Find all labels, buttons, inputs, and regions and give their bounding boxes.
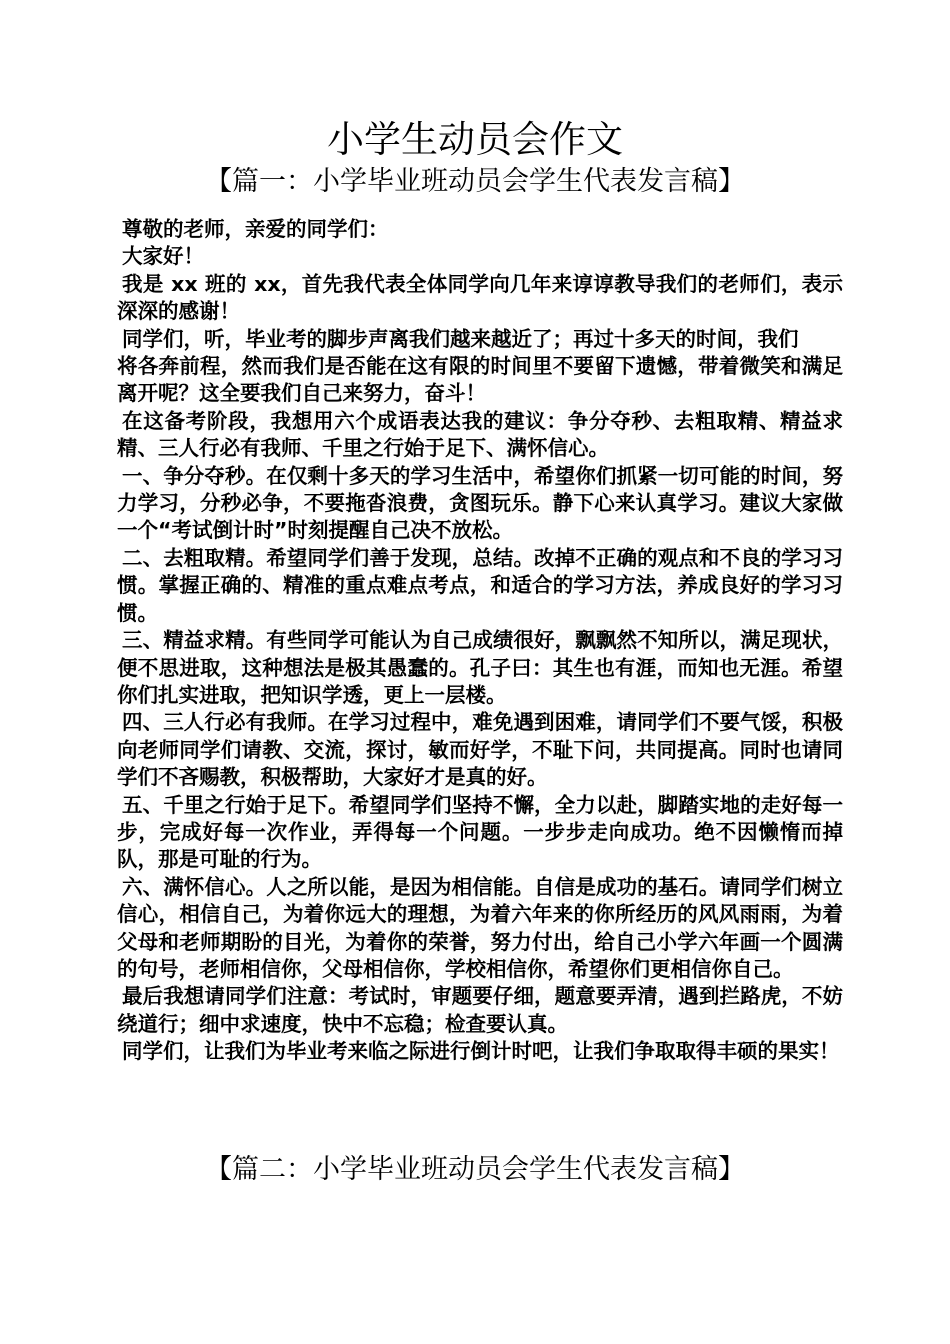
paragraph-thanks: 我是 xx 班的 xx，首先我代表全体同学向几年来谆谆教导我们的老师们，表示深深的感谢！: [117, 271, 843, 324]
section-heading-2: 【篇二：小学毕业班动员会学生代表发言稿】: [205, 1154, 745, 1185]
paragraph-point-3: 三、精益求精。有些同学可能认为自己成绩很好，飘飘然不知所以，满足现状，便不思进取，这种想法是极其愚蠢的。孔子曰：其生也有涯，而知也无涯。希望你们扎实进取，把知识学透，更上一层楼。: [117, 628, 843, 707]
paragraph-reminder: 最后我想请同学们注意：考试时，审题要仔细，题意要弄清，遇到拦路虎，不妨绕道行；细中求速度，快中不忘稳；检查要认真。: [117, 984, 843, 1036]
paragraph-greeting: 大家好！: [122, 244, 204, 269]
speech-body: [117, 216, 843, 1066]
section-heading-1: 【篇一：小学毕业班动员会学生代表发言稿】: [205, 166, 745, 197]
paragraph-intro: 同学们，听，毕业考的脚步声离我们越来越近了；再过十多天的时间，我们: [122, 326, 799, 351]
paragraph-closing: 同学们，让我们为毕业考来临之际进行倒计时吧，让我们争取取得丰硕的果实！: [122, 1039, 840, 1064]
paragraph-salutation: 尊敬的老师，亲爱的同学们：: [122, 217, 389, 241]
paragraph-point-2: 二、去粗取精。希望同学们善于发现，总结。改掉不正确的观点和不良的学习习惯。掌握正确的、精准的重点难点考点，和适合的学习方法，养成良好的学习习惯。: [117, 545, 843, 625]
paragraph-point-4: 四、三人行必有我师。在学习过程中，难免遇到困难，请同学们不要气馁，积极向老师同学们请教、交流，探讨，敏而好学，不耻下问，共同提高。同时也请同学们不吝赐教，积极帮助，大家好才是真的好。: [117, 710, 843, 790]
document-title: 小学生动员会作文: [327, 118, 623, 161]
paragraph-point-1: 一、争分夺秒。在仅剩十多天的学习生活中，希望你们抓紧一切可能的时间，努力学习，分秒必争，不要拖沓浪费，贪图玩乐。静下心来认真学习。建议大家做一个“考试倒计时”时刻提醒自己决不放松。: [117, 463, 843, 543]
paragraph-point-6: 六、满怀信心。人之所以能，是因为相信能。自信是成功的基石。请同学们树立信心，相信自己，为着你远大的理想，为着六年来的你所经历的风风雨雨，为着父母和老师期盼的目光，为着你的荣誉，努力付出，给自己小学六年画一个圆满的句号，老师相信你，父母相信你，学校相信你，希望你们更相信你自己。: [117, 874, 843, 981]
paragraph-six-idioms: 在这备考阶段，我想用六个成语表达我的建议：争分夺秒、去粗取精、精益求精、三人行必有我师、千里之行始于足下、满怀信心。: [117, 408, 843, 461]
paragraph-intro-continued: 将各奔前程，然而我们是否能在这有限的时间里不要留下遗憾，带着微笑和满足离开呢？这全要我们自己来努力，奋斗！: [117, 354, 843, 406]
paragraph-point-5: 五、千里之行始于足下。希望同学们坚持不懈，全力以赴，脚踏实地的走好每一步，完成好每一次作业，弄得每一个问题。一步步走向成功。绝不因懒惰而掉队，那是可耻的行为。: [117, 792, 843, 872]
